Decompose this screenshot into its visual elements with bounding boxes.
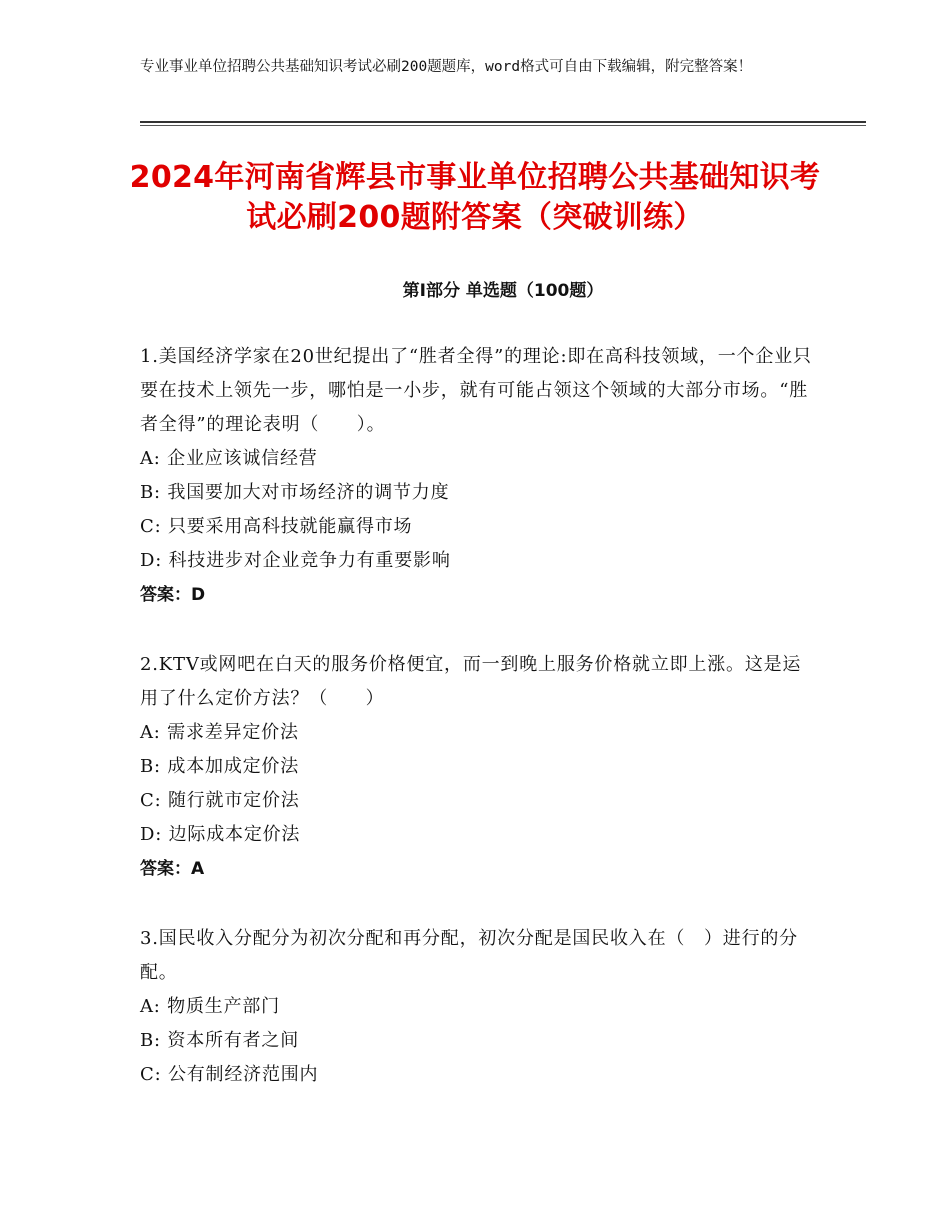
option-a: A: 企业应该诚信经营	[140, 448, 318, 469]
answer: 答案：D	[140, 585, 206, 605]
option-d: D: 边际成本定价法	[140, 824, 301, 845]
header-divider	[140, 121, 866, 123]
section-heading: 第Ⅰ部分 单选题（100题）	[402, 281, 604, 301]
document-title: 2024年河南省辉县市事业单位招聘公共基础知识考试必刷200题附答案（突破训练）	[129, 160, 821, 235]
option-c: C: 只要采用高科技就能赢得市场	[140, 516, 413, 537]
option-b: B: 资本所有者之间	[140, 1030, 300, 1051]
question-3	[140, 922, 820, 1092]
question-stem: 1.美国经济学家在20世纪提出了“胜者全得”的理论:即在高科技领域，一个企业只要在技术上领先一步，哪怕是一小步，就有可能占领这个领域的大部分市场。“胜者全得”的理论表明（ ）。	[140, 346, 812, 435]
question-1	[140, 340, 820, 612]
header-divider-thin	[140, 125, 866, 126]
question-2	[140, 648, 820, 886]
option-c: C: 公有制经济范围内	[140, 1064, 319, 1085]
option-a: A: 物质生产部门	[140, 996, 280, 1017]
question-stem: 3.国民收入分配分为初次分配和再分配，初次分配是国民收入在（ ）进行的分配。	[140, 928, 798, 983]
answer: 答案：A	[140, 859, 205, 879]
option-c: C: 随行就市定价法	[140, 790, 300, 811]
header-note: 专业事业单位招聘公共基础知识考试必刷200题题库，word格式可自由下载编辑，附完整答案！	[140, 59, 753, 75]
option-b: B: 成本加成定价法	[140, 756, 300, 777]
option-b: B: 我国要加大对市场经济的调节力度	[140, 482, 450, 503]
question-stem: 2.KTV或网吧在白天的服务价格便宜，而一到晚上服务价格就立即上涨。这是运用了什么定价方法？（ ）	[140, 654, 802, 709]
option-d: D: 科技进步对企业竞争力有重要影响	[140, 550, 451, 571]
option-a: A: 需求差异定价法	[140, 722, 299, 743]
